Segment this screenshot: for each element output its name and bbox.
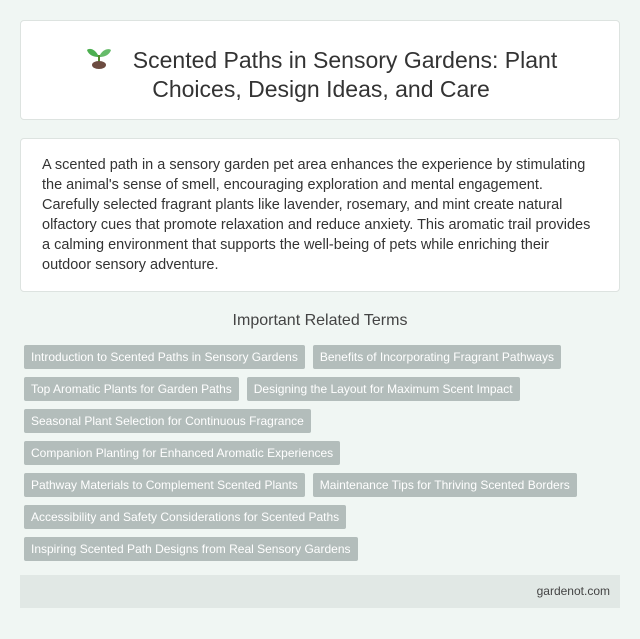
related-terms-list xyxy=(24,345,620,561)
term-tag[interactable]: Accessibility and Safety Considerations for Scented Paths xyxy=(24,505,346,529)
page-title xyxy=(21,44,621,104)
term-tag[interactable]: Benefits of Incorporating Fragrant Pathways xyxy=(313,345,561,369)
intro-card xyxy=(20,138,620,292)
term-tag[interactable]: Seasonal Plant Selection for Continuous Fragrance xyxy=(24,409,311,433)
term-tag[interactable]: Pathway Materials to Complement Scented Plants xyxy=(24,473,305,497)
footer xyxy=(20,575,620,608)
term-tag[interactable]: Designing the Layout for Maximum Scent Impact xyxy=(247,377,520,401)
term-tag[interactable]: Companion Planting for Enhanced Aromatic Experiences xyxy=(24,441,340,465)
title-card xyxy=(20,20,620,120)
sprout-icon xyxy=(85,44,113,70)
related-terms-heading: Important Related Terms xyxy=(232,312,408,329)
term-tag[interactable]: Top Aromatic Plants for Garden Paths xyxy=(24,377,239,401)
title-line-2: Choices, Design Ideas, and Care xyxy=(152,76,490,102)
intro-text: A scented path in a sensory garden pet area enhances the experience by stimulating the animal's sense of smell, encouraging exploration and mental engagement. Carefully selected fragrant plants like lavender, rosemary, and mint create natural olfactory cues that promote relaxation and reduce anxiety. This aromatic trail provides a calming environment that supports the well-being of pets while enriching their outdoor sensory adventure. xyxy=(42,157,591,273)
term-tag[interactable]: Inspiring Scented Path Designs from Real Sensory Gardens xyxy=(24,537,358,561)
term-tag[interactable]: Maintenance Tips for Thriving Scented Borders xyxy=(313,473,577,497)
term-tag[interactable]: Introduction to Scented Paths in Sensory Gardens xyxy=(24,345,305,369)
title-line-1: Scented Paths in Sensory Gardens: Plant xyxy=(132,47,558,73)
footer-site-link[interactable]: gardenot.com xyxy=(536,584,610,598)
